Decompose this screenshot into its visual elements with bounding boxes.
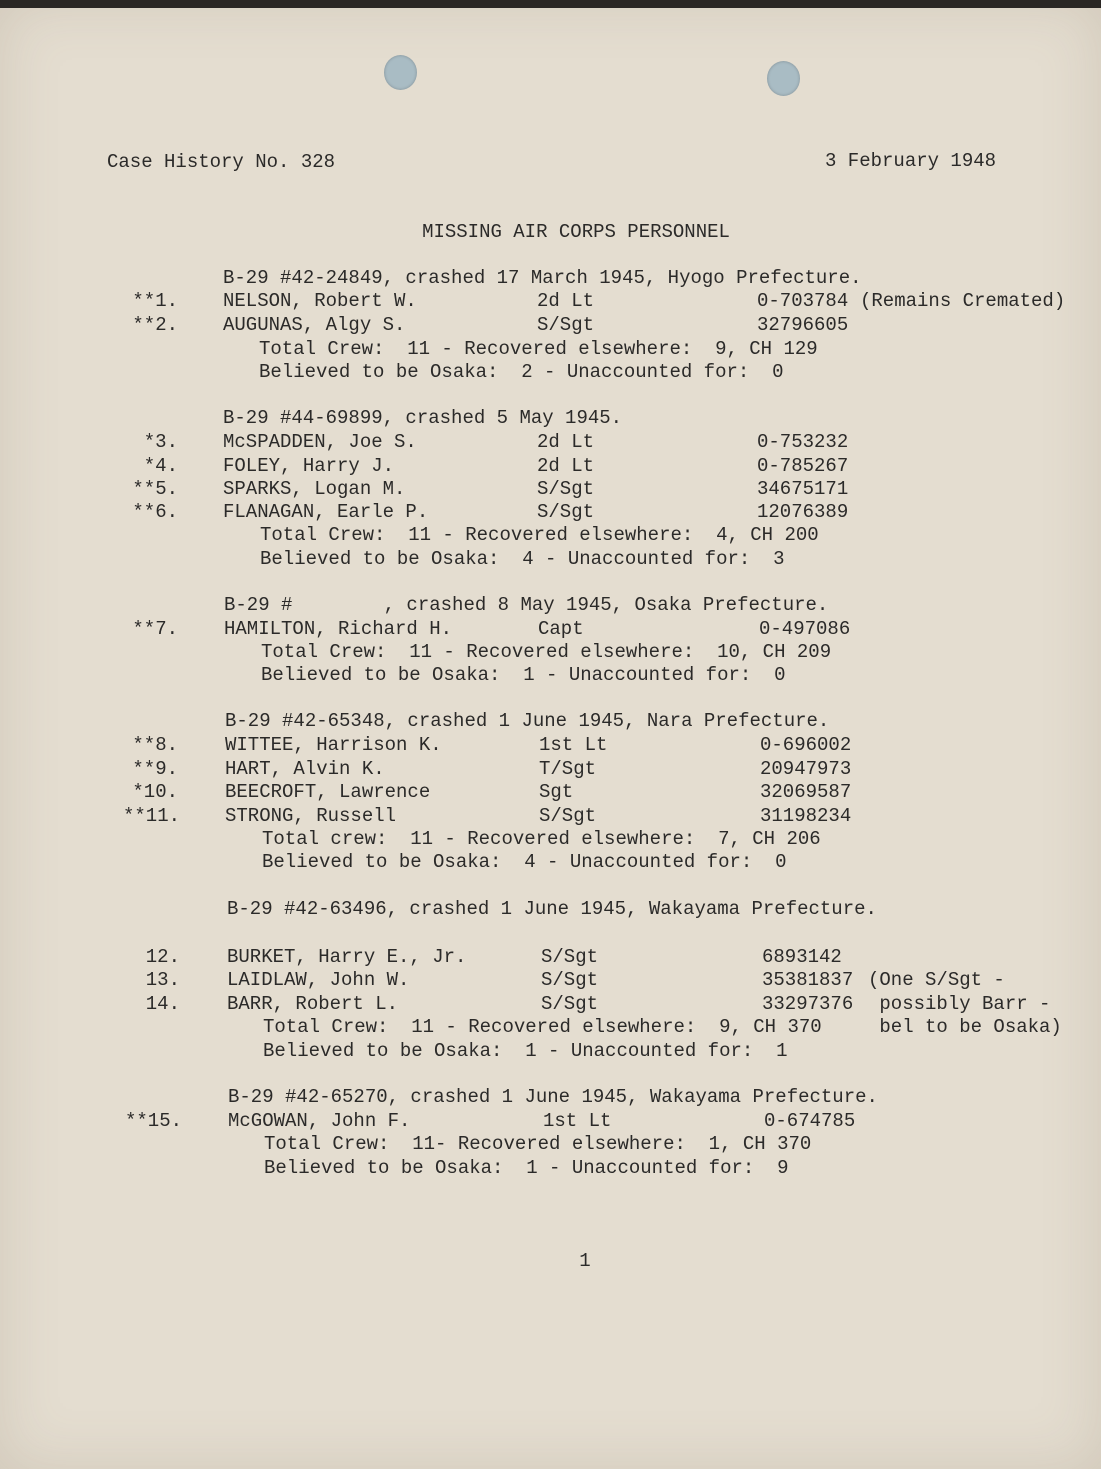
crew-serial: 6893142 [762,946,842,968]
crew-number: 12. [145,946,180,968]
crew-serial: 0-785267 [757,455,849,477]
crew-rank: 1st Lt [543,1110,612,1132]
crew-name: SPARKS, Logan M. [223,478,406,500]
group-total: Total Crew: 11 - Recovered elsewhere: 4, CH 200 [260,524,819,546]
group-believed: Believed to be Osaka: 1 - Unaccounted for: 1 [263,1040,788,1062]
crew-name: FLANAGAN, Earle P. [223,501,429,523]
crew-number: **6. [132,501,178,523]
crew-name: HAMILTON, Richard H. [224,618,453,640]
crew-serial: 32796605 [757,314,849,336]
crew-rank: S/Sgt [541,946,599,968]
group-believed: Believed to be Osaka: 1 - Unaccounted for: 0 [261,664,786,686]
crew-note: (One S/Sgt - [868,969,1005,991]
group-total: Total Crew: 11 - Recovered elsewhere: 9, CH 370 [263,1016,822,1038]
crew-serial: 32069587 [760,781,852,803]
crew-rank: S/Sgt [541,969,599,991]
crew-serial: 33297376 [762,993,854,1015]
crew-rank: 1st Lt [539,734,608,756]
crew-serial: 31198234 [760,805,852,827]
crew-rank: 2d Lt [537,290,595,312]
crew-serial: 0-696002 [760,734,852,756]
crew-number: **9. [132,758,178,780]
crew-name: BARR, Robert L. [227,993,399,1015]
crew-number: 13. [145,969,180,991]
document-date: 3 February 1948 [825,150,997,172]
crew-serial: 20947973 [760,758,852,780]
crew-number: **7. [132,618,178,640]
crew-name: BEECROFT, Lawrence [225,781,431,803]
crew-name: STRONG, Russell [225,805,397,827]
page-number: 1 [579,1250,591,1272]
crew-serial: 35381837 [762,969,854,991]
group-believed: Believed to be Osaka: 4 - Unaccounted for: 3 [260,548,785,570]
crew-serial: 34675171 [757,478,849,500]
crew-number: **2. [132,314,178,336]
group-heading: B-29 #44-69899, crashed 5 May 1945. [223,407,623,429]
crew-rank: T/Sgt [539,758,597,780]
crew-name: HART, Alvin K. [225,758,385,780]
crew-rank: 2d Lt [537,455,595,477]
group-heading: B-29 #42-65270, crashed 1 June 1945, Wakayama Prefecture. [228,1086,878,1108]
crew-number: **8. [132,734,178,756]
crew-serial: 0-674785 [764,1110,856,1132]
document-title: MISSING AIR CORPS PERSONNEL [422,221,730,243]
crew-number: **1. [132,290,178,312]
group-total: Total Crew: 11- Recovered elsewhere: 1, CH 370 [264,1133,812,1155]
crew-number: *3. [143,431,178,453]
crew-rank: S/Sgt [537,314,595,336]
crew-note: possibly Barr - [868,993,1051,1015]
punch-hole [384,55,417,90]
crew-name: McGOWAN, John F. [228,1110,411,1132]
crew-number: **11. [122,805,180,827]
crew-rank: S/Sgt [537,478,595,500]
group-believed: Believed to be Osaka: 2 - Unaccounted for: 0 [259,361,784,383]
crew-note: (Remains Cremated) [860,290,1066,312]
group-heading: B-29 #42-24849, crashed 17 March 1945, Hyogo Prefecture. [223,267,862,289]
crew-name: NELSON, Robert W. [223,290,417,312]
group-heading: B-29 # , crashed 8 May 1945, Osaka Prefecture. [224,594,829,616]
crew-rank: Capt [538,618,584,640]
crew-serial: 0-703784 [757,290,849,312]
group-total: Total crew: 11 - Recovered elsewhere: 7, CH 206 [262,828,821,850]
crew-number: *10. [132,781,178,803]
crew-name: LAIDLAW, John W. [227,969,410,991]
crew-rank: Sgt [539,781,574,803]
crew-number: *4. [143,455,178,477]
crew-number: 14. [145,993,180,1015]
group-believed: Believed to be Osaka: 1 - Unaccounted for: 9 [264,1157,789,1179]
punch-hole [767,61,800,96]
crew-name: FOLEY, Harry J. [223,455,395,477]
crew-rank: S/Sgt [539,805,597,827]
crew-number: **5. [132,478,178,500]
crew-serial: 0-497086 [759,618,851,640]
crew-rank: 2d Lt [537,431,595,453]
case-number: Case History No. 328 [107,151,336,173]
crew-serial: 12076389 [757,501,849,523]
group-believed: Believed to be Osaka: 4 - Unaccounted for: 0 [262,851,787,873]
crew-rank: S/Sgt [541,993,599,1015]
crew-serial: 0-753232 [757,431,849,453]
group-total: Total Crew: 11 - Recovered elsewhere: 9, CH 129 [259,338,818,360]
crew-name: AUGUNAS, Algy S. [223,314,406,336]
crew-name: BURKET, Harry E., Jr. [227,946,467,968]
top-edge [0,0,1101,8]
group-total-note: bel to be Osaka) [868,1016,1062,1038]
group-total: Total Crew: 11 - Recovered elsewhere: 10, CH 209 [261,641,832,663]
crew-name: McSPADDEN, Joe S. [223,431,417,453]
crew-rank: S/Sgt [537,501,595,523]
crew-name: WITTEE, Harrison K. [225,734,442,756]
crew-number: **15. [124,1110,182,1132]
group-heading: B-29 #42-63496, crashed 1 June 1945, Wakayama Prefecture. [227,898,877,920]
group-heading: B-29 #42-65348, crashed 1 June 1945, Nara Prefecture. [225,710,830,732]
